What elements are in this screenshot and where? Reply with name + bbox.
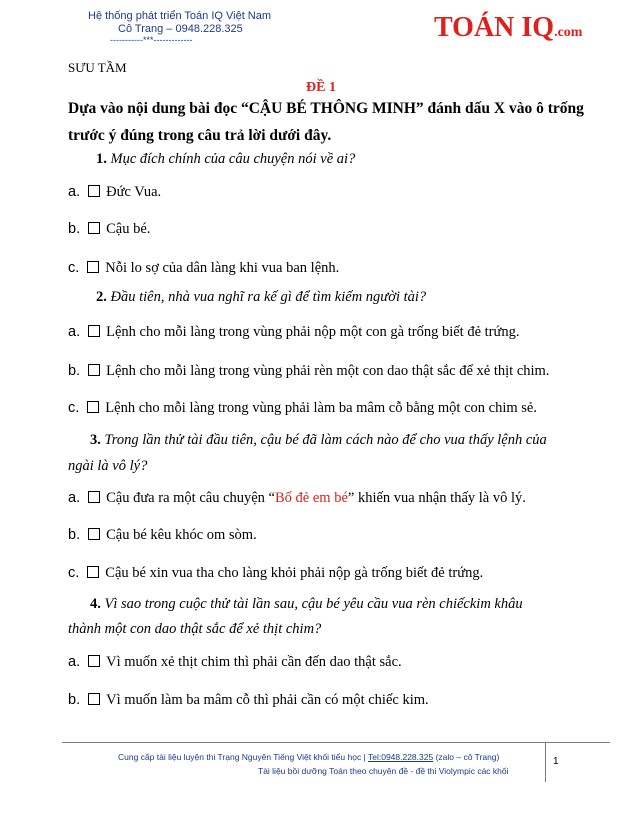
- checkbox[interactable]: [88, 222, 100, 234]
- footer-line-1: [118, 752, 499, 762]
- question-number: 4.: [90, 596, 101, 612]
- checkbox[interactable]: [88, 325, 100, 337]
- checkbox[interactable]: [87, 401, 99, 413]
- option-text: Cậu bé.: [106, 221, 151, 237]
- option-text: Lệnh cho mỗi làng trong vùng phải nộp một con gà trống biết đẻ trứng.: [106, 324, 520, 340]
- option-text: Cậu bé kêu khóc om sòm.: [106, 527, 257, 543]
- option-text: [106, 490, 526, 506]
- checkbox[interactable]: [88, 693, 100, 705]
- q3-option-a[interactable]: [68, 490, 526, 507]
- question-3: [90, 432, 547, 449]
- footer-phone-link[interactable]: Tel:0948.228.325: [367, 752, 434, 762]
- source-label: SƯU TẦM: [68, 60, 127, 75]
- option-letter: a.: [68, 324, 81, 340]
- option-letter: b.: [68, 527, 81, 543]
- question-4-line-2: thành một con dao thật sắc để xẻ thịt chim?: [68, 621, 322, 637]
- page-number: 1: [553, 756, 559, 767]
- option-text-after: ” khiến vua nhận thấy là vô lý.: [347, 490, 526, 506]
- instruction-line-2: trước ý đúng trong câu trả lời dưới đây.: [68, 127, 332, 144]
- checkbox[interactable]: [88, 185, 100, 197]
- checkbox[interactable]: [87, 261, 99, 273]
- question-1: [96, 151, 355, 168]
- q1-option-c[interactable]: [68, 260, 339, 277]
- q2-option-a[interactable]: [68, 324, 519, 341]
- q3-option-c[interactable]: [68, 565, 483, 582]
- option-letter: b.: [68, 363, 81, 379]
- logo-main: TOÁN IQ: [434, 12, 555, 43]
- footer-text: Cung cấp tài liệu luyện thi Trạng Nguyên Tiếng Việt khối tiểu học |: [118, 752, 368, 762]
- option-text: Đức Vua.: [106, 184, 162, 200]
- question-text: Mục đích chính của câu chuyện nói về ai?: [110, 151, 356, 167]
- q1-option-a[interactable]: [68, 184, 161, 201]
- question-3-line-2: ngài là vô lý?: [68, 458, 148, 474]
- q2-option-b[interactable]: [68, 363, 549, 380]
- footer-divider: [62, 742, 610, 743]
- option-letter: a.: [68, 184, 81, 200]
- option-text: Nỗi lo sợ của dân làng khi vua ban lệnh.: [105, 260, 340, 276]
- footer-page-divider: [545, 742, 546, 782]
- option-letter: c.: [68, 260, 80, 276]
- q2-option-c[interactable]: [68, 400, 537, 417]
- checkbox[interactable]: [88, 364, 100, 376]
- q4-option-b[interactable]: [68, 692, 429, 709]
- option-letter: a.: [68, 654, 81, 670]
- instruction-line-1: Dựa vào nội dung bài đọc “CẬU BÉ THÔNG MINH” đánh dấu X vào ô trống: [68, 100, 584, 117]
- header-org-name: Hệ thống phát triển Toán IQ Việt Nam: [88, 10, 272, 22]
- option-letter: c.: [68, 400, 80, 416]
- option-letter: b.: [68, 692, 81, 708]
- checkbox[interactable]: [87, 566, 99, 578]
- q4-option-a[interactable]: [68, 654, 402, 671]
- header-divider: -----------***-------------: [110, 35, 193, 45]
- option-text: Cậu bé xin vua tha cho làng khỏi phải nộp gà trống biết đẻ trứng.: [105, 565, 484, 581]
- question-text: Đầu tiên, nhà vua nghĩ ra kế gì để tìm kiếm người tài?: [110, 289, 427, 305]
- question-4: [90, 596, 523, 613]
- story-title-highlight: Bố đẻ em bé: [275, 490, 348, 506]
- site-logo: [434, 12, 582, 44]
- question-2: [96, 289, 426, 306]
- q3-option-b[interactable]: [68, 527, 257, 544]
- question-number: 2.: [96, 289, 107, 305]
- option-letter: a.: [68, 490, 81, 506]
- checkbox[interactable]: [88, 491, 100, 503]
- question-text: Vì sao trong cuộc thử tài lần sau, cậu bé yêu cầu vua rèn chiếckim khâu: [104, 596, 523, 612]
- checkbox[interactable]: [88, 655, 100, 667]
- question-number: 3.: [90, 432, 101, 448]
- option-text-before: Cậu đưa ra một câu chuyện “: [106, 490, 275, 506]
- option-letter: b.: [68, 221, 81, 237]
- option-text: Lệnh cho mỗi làng trong vùng phải rèn một con dao thật sắc để xẻ thịt chim.: [106, 363, 550, 379]
- q1-option-b[interactable]: [68, 221, 150, 238]
- checkbox[interactable]: [88, 528, 100, 540]
- footer-line-2: Tài liệu bồi dưỡng Toán theo chuyên đề - đề thi Violympic các khối: [258, 766, 509, 776]
- question-text: Trong lần thử tài đầu tiên, cậu bé đã làm cách nào để cho vua thấy lệnh của: [104, 432, 547, 448]
- option-text: Vì muốn làm ba mâm cỗ thì phải cần có một chiếc kim.: [106, 692, 429, 708]
- logo-suffix: .com: [554, 25, 583, 40]
- footer-text-after: (zalo – cô Trang): [433, 752, 500, 762]
- exam-title: ĐỀ 1: [306, 80, 336, 95]
- option-letter: c.: [68, 565, 80, 581]
- header-contact: Cô Trang – 0948.228.325: [118, 23, 243, 35]
- option-text: Lệnh cho mỗi làng trong vùng phải làm ba mâm cỗ bằng một con chim sẻ.: [105, 400, 537, 416]
- question-number: 1.: [96, 151, 107, 167]
- option-text: Vì muốn xẻ thịt chim thì phải cần đến dao thật sắc.: [106, 654, 402, 670]
